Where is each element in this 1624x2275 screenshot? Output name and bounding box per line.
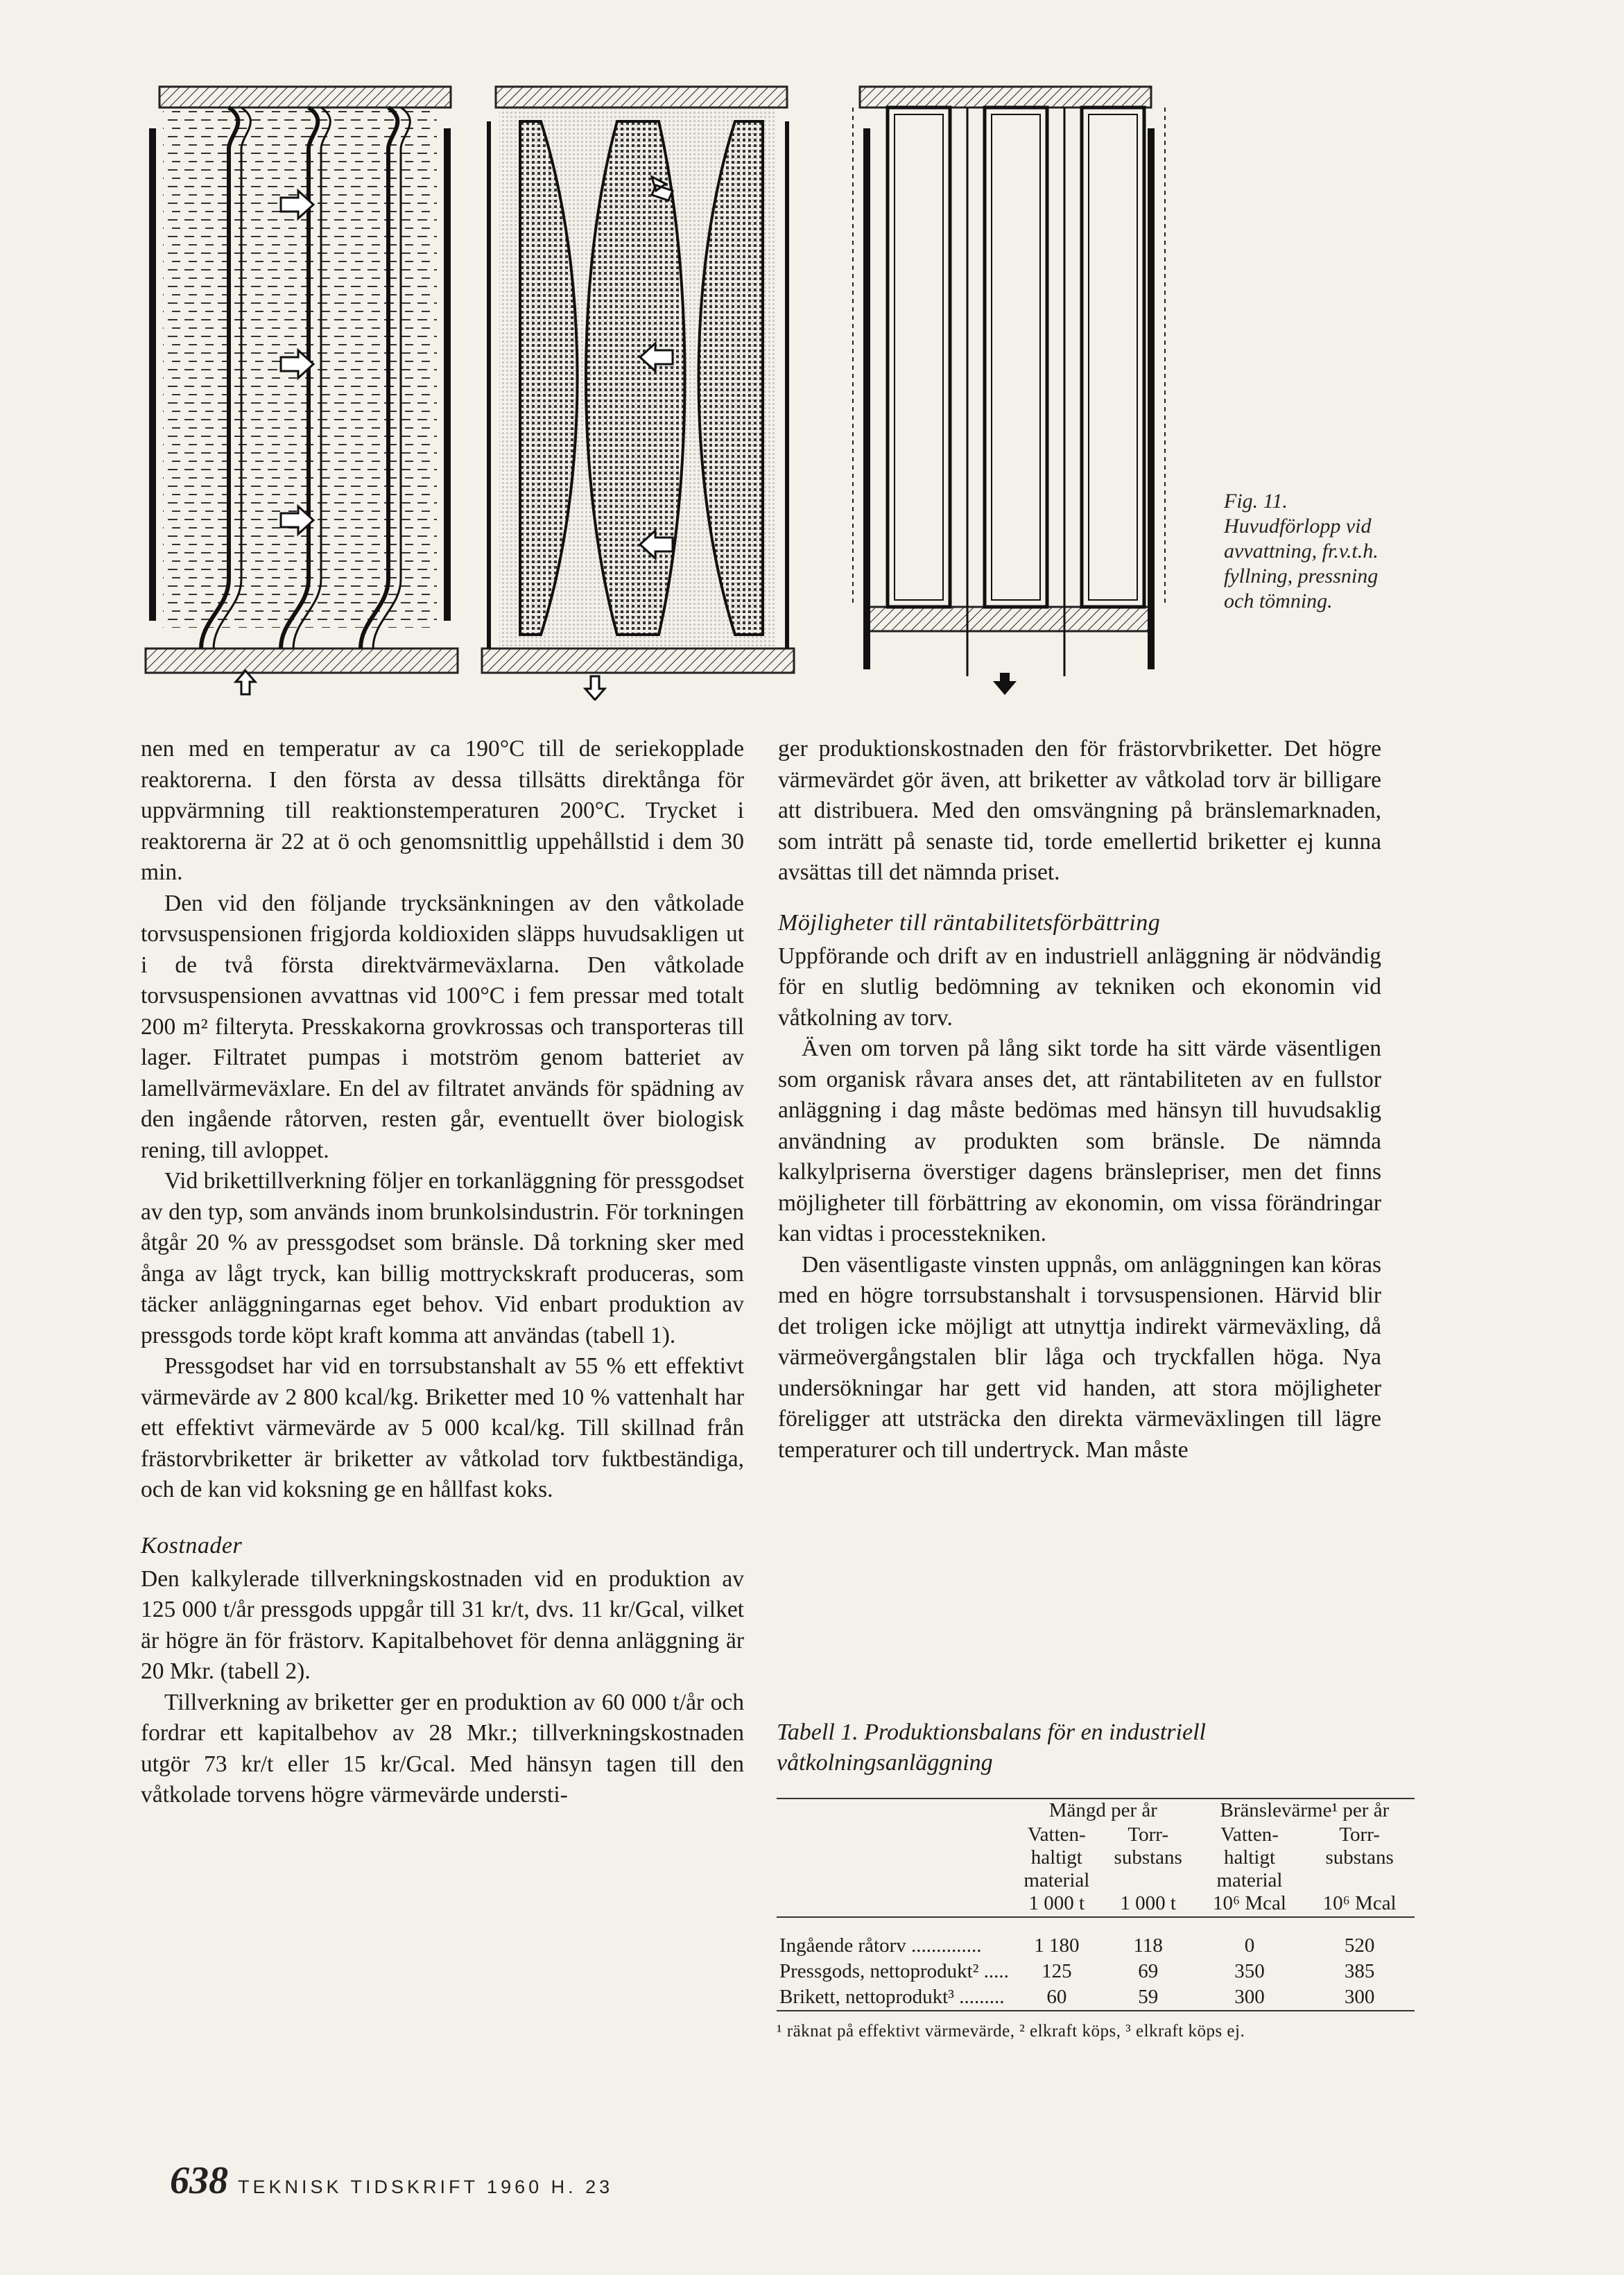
- paragraph: ger produktionskostnaden den för frästorvbriketter. Det högre värmevärdet gör även, att briketter av våtkolad torv är billigare att distribuera. Med den omsvängning på bränslemarknaden, som inträtt på senaste tid, torde emellertid briketter ej kunna avsättas till det nämnda priset.: [778, 736, 1381, 885]
- paragraph: Vid brikettillverkning följer en torkanläggning för pressgodset av den typ, som används inom brunkolsindustrin. För torkningen åtgår 20 % av pressgodset som bränsle. Då torkning sker med ånga av lågt tryck, kan billig mottryckskraft produceras, som täcker anläggningarnas eget behov. Vid enbart produktion av pressgods torde köpt kraft komma att användas (tabell 1).: [141, 1168, 744, 1348]
- paragraph: Den kalkylerade tillverkningskostnaden vid en produktion av 125 000 t/år pressgods uppgår till 31 kr/t, dvs. 11 kr/Gcal, vilket är högre än för frästorv. Kapitalbehovet för denna anläggning är 20 Mkr. (tabell 2).: [141, 1565, 744, 1684]
- panel-pressning: [482, 87, 794, 700]
- table-row: Brikett, nettoprodukt³ ......... 60 59 300 300: [777, 1984, 1415, 2011]
- column-header: Torr- substans 1 000 t: [1102, 1822, 1195, 1917]
- table-footnote: ¹ räknat på effektivt värmevärde, ² elkraft köps, ³ elkraft köps ej.: [777, 2022, 1245, 2041]
- figure-caption: Fig. 11. Huvudförlopp vid avvattning, fr.v.t.h. fyllning, pressning och tömning.: [1224, 490, 1379, 612]
- journal-name: TEKNISK TIDSKRIFT 1960 H. 23: [238, 2177, 614, 2197]
- paragraph: Tillverkning av briketter ger en produktion av 60 000 t/år och fordrar ett kapitalbehov av 28 Mkr.; tillverkningskostnaden utgör 73 kr/t eller 15 kr/Gcal. Med hänsyn tagen till den våtkolade torvens högre värmevärde understi-: [141, 1689, 744, 1808]
- figure-11: [132, 66, 1387, 701]
- table-title: Tabell 1. Produktionsbalans för en industriell våtkolningsanläggning: [777, 1719, 1206, 1776]
- dewatering-press-diagram: [132, 66, 1387, 701]
- paragraph: Uppförande och drift av en industriell anläggning är nödvändig för en slutlig bedömning av tekniken och ekonomin vid våtkolning av torv.: [778, 943, 1381, 1031]
- table-row: Ingående råtorv .............. 1 180 118 0 520: [779, 1934, 1375, 1957]
- column-header: Vatten- haltigt material 10⁶ Mcal: [1195, 1822, 1305, 1917]
- panel-fyllning: [146, 87, 458, 694]
- arrow-down-icon: [585, 676, 605, 700]
- table-row: [777, 1917, 1415, 1933]
- table-row: Pressgods, nettoprodukt² ..... 125 69 350 385: [779, 1960, 1375, 1982]
- table-1: [777, 1717, 1415, 2042]
- right-column: [778, 734, 1381, 1466]
- section-heading-rantabilitet: Möjligheter till räntabilitetsförbättring: [778, 909, 1161, 936]
- paragraph: Den vid den följande trycksänkningen av den våtkolade torvsuspensionen frigjorda koldioxiden släpps huvudsakligen ut i de två första direktvärmeväxlarna. Den våtkolade torvsuspensionen avvattnas vid 100°C i fem pressar med totalt 200 m² filteryta. Presskakorna grovkrossas och transporteras till lager. Filtratet pumpas i motström genom batteriet av lamellvärmeväxlare. En del av filtratet används för spädning av den ingående råtorven, resten går, eventuellt över biologisk rening, till avloppet.: [141, 890, 744, 1163]
- group-header: Bränslevärme¹ per år: [1195, 1798, 1415, 1822]
- paragraph: Pressgodset har vid en torrsubstanshalt av 55 % ett effektivt värmevärde av 2 800 kcal/kg. Briketter med 10 % vattenhalt har ett effektivt värmevärde av 5 000 kcal/kg. Till skillnad från frästorvbriketter är briketter av våtkolad torv fuktbeständiga, och de kan vid koksning ge en hållfast koks.: [141, 1353, 744, 1502]
- section-heading-kostnader: Kostnader: [141, 1532, 243, 1559]
- page-footer: [170, 2158, 613, 2203]
- paragraph: nen med en temperatur av ca 190°C till de seriekopplade reaktorerna. I den första av dessa tillsätts direktånga för uppvärmning till reaktionstemperaturen 200°C. Trycket i reaktorerna är 22 at ö och genomsnittlig uppehållstid i dem 30 min.: [141, 736, 744, 885]
- paragraph: Även om torven på lång sikt torde ha sitt värde väsentligen som organisk råvara anses det, att räntabiliteten av en fullstor anläggning i dag måste bedömas med hänsyn till huvudsaklig användning av produkten som bränsle. De nämnda kalkylpriserna överstiger dagens bränslepriser, men det finns möjligheter till förbättring av ekonomin, om vissa förändringar kan vidtas i processtekniken.: [778, 1036, 1381, 1246]
- column-header: Torr- substans 10⁶ Mcal: [1304, 1822, 1415, 1917]
- left-column: [141, 734, 744, 1811]
- page-number: 638: [170, 2159, 228, 2202]
- group-header: Mängd per år: [1012, 1798, 1195, 1822]
- panel-tomning: [853, 87, 1165, 695]
- arrow-down-solid-icon: [993, 673, 1017, 695]
- production-balance-table: [777, 1798, 1415, 2011]
- column-header: Vatten- haltigt material 1 000 t: [1012, 1822, 1102, 1917]
- paragraph: Den väsentligaste vinsten uppnås, om anläggningen kan köras med en högre torrsubstanshalt i torvsuspensionen. Härvid blir det troligen icke möjligt att utnyttja indirekt värmeväxling, då värmeövergångstalen blir låga och tryckfallen höga. Nya undersökningar har gett vid handen, att stora möjligheter föreligger att utsträcka den direkta värmeväxlingen till lägre temperaturer och till undertryck. Man måste: [778, 1251, 1381, 1463]
- arrow-up-icon: [236, 671, 255, 694]
